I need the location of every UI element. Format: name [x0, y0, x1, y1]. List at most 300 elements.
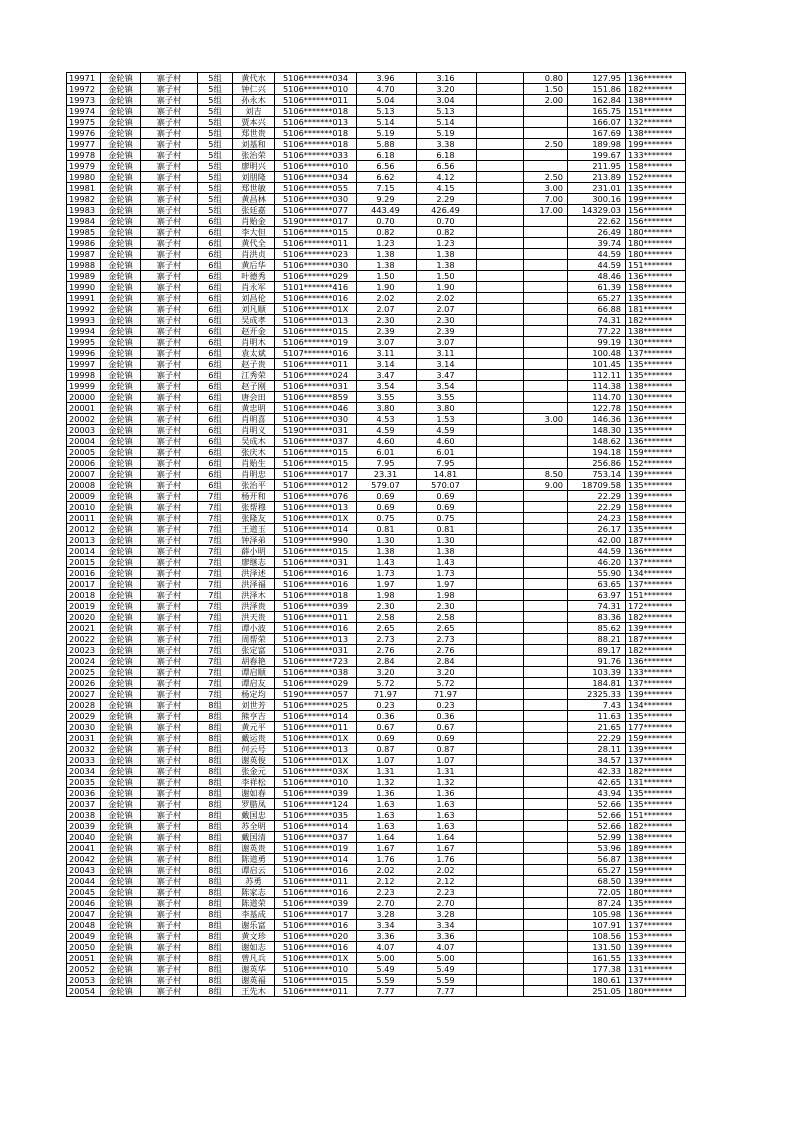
- amount-cell: 300.16: [568, 194, 626, 205]
- group-cell: 7组: [198, 524, 233, 535]
- village-cell: 寨子村: [141, 986, 198, 997]
- person-name-cell: 孙永木: [233, 95, 275, 106]
- area-b-cell: [477, 183, 524, 194]
- area-a-cell: 1.53: [417, 414, 477, 425]
- person-name-cell: 黄昌林: [233, 194, 275, 205]
- phone-number-cell: 130*******: [626, 392, 686, 403]
- group-cell: 5组: [198, 172, 233, 183]
- table-row: [67, 810, 686, 821]
- amount-cell: 74.31: [568, 315, 626, 326]
- group-cell: 8组: [198, 777, 233, 788]
- town-cell: 金轮镇: [101, 458, 141, 469]
- record-number-cell: 20054: [67, 986, 101, 997]
- village-cell: 寨子村: [141, 282, 198, 293]
- town-cell: 金轮镇: [101, 194, 141, 205]
- table-row: [67, 513, 686, 524]
- area-total-cell: 5.72: [357, 678, 417, 689]
- phone-number-cell: 137*******: [626, 348, 686, 359]
- area-a-cell: 1.43: [417, 557, 477, 568]
- record-number-cell: 19997: [67, 359, 101, 370]
- group-cell: 8组: [198, 865, 233, 876]
- area-b-cell: [477, 348, 524, 359]
- id-number-cell: 5106*******013: [275, 634, 357, 645]
- area-a-cell: 1.38: [417, 249, 477, 260]
- area-c-cell: [524, 161, 568, 172]
- id-number-cell: 5106*******124: [275, 799, 357, 810]
- area-a-cell: 3.04: [417, 95, 477, 106]
- area-b-cell: [477, 227, 524, 238]
- person-name-cell: 王先木: [233, 986, 275, 997]
- id-number-cell: 5106*******011: [275, 876, 357, 887]
- area-b-cell: [477, 865, 524, 876]
- table-row: [67, 84, 686, 95]
- amount-cell: 194.18: [568, 447, 626, 458]
- group-cell: 7组: [198, 513, 233, 524]
- village-cell: 寨子村: [141, 216, 198, 227]
- amount-cell: 114.38: [568, 381, 626, 392]
- area-total-cell: 5.04: [357, 95, 417, 106]
- id-number-cell: 5106*******010: [275, 964, 357, 975]
- area-c-cell: [524, 392, 568, 403]
- town-cell: 金轮镇: [101, 73, 141, 84]
- area-b-cell: [477, 458, 524, 469]
- amount-cell: 146.36: [568, 414, 626, 425]
- amount-cell: 101.45: [568, 359, 626, 370]
- area-b-cell: [477, 139, 524, 150]
- group-cell: 6组: [198, 293, 233, 304]
- id-number-cell: 5106*******013: [275, 117, 357, 128]
- table-row: [67, 293, 686, 304]
- town-cell: 金轮镇: [101, 656, 141, 667]
- village-cell: 寨子村: [141, 436, 198, 447]
- town-cell: 金轮镇: [101, 524, 141, 535]
- id-number-cell: 5106*******017: [275, 469, 357, 480]
- area-total-cell: 7.95: [357, 458, 417, 469]
- area-b-cell: [477, 942, 524, 953]
- amount-cell: 107.91: [568, 920, 626, 931]
- amount-cell: 91.76: [568, 656, 626, 667]
- town-cell: 金轮镇: [101, 370, 141, 381]
- record-number-cell: 20011: [67, 513, 101, 524]
- phone-number-cell: 139*******: [626, 689, 686, 700]
- id-number-cell: 5106*******018: [275, 106, 357, 117]
- village-cell: 寨子村: [141, 700, 198, 711]
- town-cell: 金轮镇: [101, 788, 141, 799]
- group-cell: 5组: [198, 95, 233, 106]
- person-name-cell: 刘凡顺: [233, 304, 275, 315]
- phone-number-cell: 182*******: [626, 612, 686, 623]
- village-cell: 寨子村: [141, 458, 198, 469]
- amount-cell: 18709.58: [568, 480, 626, 491]
- id-number-cell: 5106*******035: [275, 810, 357, 821]
- record-number-cell: 19999: [67, 381, 101, 392]
- id-number-cell: 5106*******015: [275, 447, 357, 458]
- area-total-cell: 3.36: [357, 931, 417, 942]
- record-number-cell: 20031: [67, 733, 101, 744]
- village-cell: 寨子村: [141, 403, 198, 414]
- area-a-cell: 4.60: [417, 436, 477, 447]
- group-cell: 5组: [198, 194, 233, 205]
- town-cell: 金轮镇: [101, 513, 141, 524]
- area-total-cell: 0.23: [357, 700, 417, 711]
- amount-cell: 112.11: [568, 370, 626, 381]
- amount-cell: 48.46: [568, 271, 626, 282]
- id-number-cell: 5106*******723: [275, 656, 357, 667]
- amount-cell: 77.22: [568, 326, 626, 337]
- town-cell: 金轮镇: [101, 678, 141, 689]
- phone-number-cell: 135*******: [626, 524, 686, 535]
- table-row: [67, 403, 686, 414]
- group-cell: 8组: [198, 854, 233, 865]
- phone-number-cell: 138*******: [626, 381, 686, 392]
- area-c-cell: [524, 612, 568, 623]
- area-c-cell: 1.50: [524, 84, 568, 95]
- area-b-cell: [477, 84, 524, 95]
- table-row: [67, 150, 686, 161]
- record-number-cell: 20049: [67, 931, 101, 942]
- area-c-cell: [524, 799, 568, 810]
- area-total-cell: 5.00: [357, 953, 417, 964]
- table-row: [67, 975, 686, 986]
- id-number-cell: 5106*******029: [275, 678, 357, 689]
- area-a-cell: 3.20: [417, 667, 477, 678]
- record-number-cell: 19977: [67, 139, 101, 150]
- phone-number-cell: 158*******: [626, 282, 686, 293]
- group-cell: 6组: [198, 381, 233, 392]
- group-cell: 6组: [198, 238, 233, 249]
- table-row: [67, 392, 686, 403]
- group-cell: 6组: [198, 447, 233, 458]
- amount-cell: 189.98: [568, 139, 626, 150]
- village-cell: 寨子村: [141, 733, 198, 744]
- area-a-cell: 3.47: [417, 370, 477, 381]
- table-row: [67, 788, 686, 799]
- area-c-cell: [524, 821, 568, 832]
- area-a-cell: 3.16: [417, 73, 477, 84]
- town-cell: 金轮镇: [101, 821, 141, 832]
- table-row: [67, 326, 686, 337]
- group-cell: 5组: [198, 161, 233, 172]
- amount-cell: 22.29: [568, 491, 626, 502]
- area-c-cell: [524, 348, 568, 359]
- town-cell: 金轮镇: [101, 480, 141, 491]
- record-number-cell: 20022: [67, 634, 101, 645]
- id-number-cell: 5106*******055: [275, 183, 357, 194]
- table-row: [67, 766, 686, 777]
- area-a-cell: 5.00: [417, 953, 477, 964]
- area-total-cell: 1.30: [357, 535, 417, 546]
- area-total-cell: 4.59: [357, 425, 417, 436]
- group-cell: 8组: [198, 733, 233, 744]
- area-b-cell: [477, 579, 524, 590]
- area-b-cell: [477, 535, 524, 546]
- record-number-cell: 20012: [67, 524, 101, 535]
- village-cell: 寨子村: [141, 425, 198, 436]
- town-cell: 金轮镇: [101, 601, 141, 612]
- person-name-cell: 谭启友: [233, 678, 275, 689]
- person-name-cell: 黄元平: [233, 722, 275, 733]
- record-number-cell: 20035: [67, 777, 101, 788]
- area-total-cell: 1.38: [357, 260, 417, 271]
- table-row: [67, 370, 686, 381]
- village-cell: 寨子村: [141, 469, 198, 480]
- area-total-cell: 3.55: [357, 392, 417, 403]
- table-row: [67, 282, 686, 293]
- area-b-cell: [477, 788, 524, 799]
- area-total-cell: 1.43: [357, 557, 417, 568]
- person-name-cell: 张廷嘉: [233, 205, 275, 216]
- group-cell: 7组: [198, 678, 233, 689]
- phone-number-cell: 158*******: [626, 161, 686, 172]
- area-b-cell: [477, 249, 524, 260]
- town-cell: 金轮镇: [101, 876, 141, 887]
- town-cell: 金轮镇: [101, 172, 141, 183]
- table-row: [67, 491, 686, 502]
- area-a-cell: 2.58: [417, 612, 477, 623]
- group-cell: 5组: [198, 150, 233, 161]
- amount-cell: 52.66: [568, 821, 626, 832]
- id-number-cell: 5106*******016: [275, 623, 357, 634]
- phone-number-cell: 137*******: [626, 557, 686, 568]
- area-total-cell: 1.67: [357, 843, 417, 854]
- table-row: [67, 612, 686, 623]
- record-number-cell: 20023: [67, 645, 101, 656]
- area-b-cell: [477, 271, 524, 282]
- area-a-cell: 2.30: [417, 315, 477, 326]
- id-number-cell: 5106*******034: [275, 172, 357, 183]
- area-c-cell: 2.50: [524, 172, 568, 183]
- record-number-cell: 19989: [67, 271, 101, 282]
- group-cell: 6组: [198, 282, 233, 293]
- area-c-cell: [524, 711, 568, 722]
- phone-number-cell: 138*******: [626, 854, 686, 865]
- area-a-cell: 1.07: [417, 755, 477, 766]
- group-cell: 6组: [198, 469, 233, 480]
- amount-cell: 108.56: [568, 931, 626, 942]
- person-name-cell: 周帮荣: [233, 634, 275, 645]
- village-cell: 寨子村: [141, 810, 198, 821]
- phone-number-cell: 136*******: [626, 436, 686, 447]
- amount-cell: 161.55: [568, 953, 626, 964]
- person-name-cell: 肖明木: [233, 337, 275, 348]
- group-cell: 5组: [198, 117, 233, 128]
- group-cell: 8组: [198, 766, 233, 777]
- area-total-cell: 6.01: [357, 447, 417, 458]
- record-number-cell: 19991: [67, 293, 101, 304]
- town-cell: 金轮镇: [101, 645, 141, 656]
- id-number-cell: 5106*******025: [275, 700, 357, 711]
- table-row: [67, 524, 686, 535]
- area-a-cell: 0.69: [417, 502, 477, 513]
- area-b-cell: [477, 810, 524, 821]
- person-name-cell: 黄代水: [233, 73, 275, 84]
- person-name-cell: 洪泽福: [233, 579, 275, 590]
- id-number-cell: 5106*******019: [275, 843, 357, 854]
- record-number-cell: 20013: [67, 535, 101, 546]
- person-name-cell: 谭启顺: [233, 667, 275, 678]
- area-total-cell: 5.14: [357, 117, 417, 128]
- id-number-cell: 5106*******015: [275, 546, 357, 557]
- area-total-cell: 2.02: [357, 865, 417, 876]
- record-number-cell: 20032: [67, 744, 101, 755]
- village-cell: 寨子村: [141, 194, 198, 205]
- person-name-cell: 熊亨吉: [233, 711, 275, 722]
- id-number-cell: 5106*******013: [275, 502, 357, 513]
- group-cell: 5组: [198, 106, 233, 117]
- person-name-cell: 黄文珍: [233, 931, 275, 942]
- village-cell: 寨子村: [141, 84, 198, 95]
- id-number-cell: 5106*******037: [275, 436, 357, 447]
- village-cell: 寨子村: [141, 744, 198, 755]
- area-total-cell: 5.88: [357, 139, 417, 150]
- id-number-cell: 5106*******015: [275, 458, 357, 469]
- table-row: [67, 722, 686, 733]
- village-cell: 寨子村: [141, 777, 198, 788]
- amount-cell: 39.74: [568, 238, 626, 249]
- record-number-cell: 19996: [67, 348, 101, 359]
- amount-cell: 44.59: [568, 260, 626, 271]
- area-total-cell: 1.97: [357, 579, 417, 590]
- area-a-cell: 1.63: [417, 799, 477, 810]
- group-cell: 7组: [198, 546, 233, 557]
- area-total-cell: 2.30: [357, 315, 417, 326]
- village-cell: 寨子村: [141, 799, 198, 810]
- town-cell: 金轮镇: [101, 359, 141, 370]
- area-b-cell: [477, 733, 524, 744]
- village-cell: 寨子村: [141, 887, 198, 898]
- record-number-cell: 20008: [67, 480, 101, 491]
- person-name-cell: 肖贻金: [233, 216, 275, 227]
- area-c-cell: [524, 557, 568, 568]
- town-cell: 金轮镇: [101, 161, 141, 172]
- area-b-cell: [477, 744, 524, 755]
- area-total-cell: 3.28: [357, 909, 417, 920]
- area-a-cell: 5.59: [417, 975, 477, 986]
- area-c-cell: [524, 238, 568, 249]
- village-cell: 寨子村: [141, 645, 198, 656]
- area-total-cell: 3.47: [357, 370, 417, 381]
- town-cell: 金轮镇: [101, 491, 141, 502]
- table-row: [67, 667, 686, 678]
- area-total-cell: 1.63: [357, 799, 417, 810]
- area-a-cell: 1.23: [417, 238, 477, 249]
- phone-number-cell: 137*******: [626, 579, 686, 590]
- area-total-cell: 5.13: [357, 106, 417, 117]
- record-number-cell: 20053: [67, 975, 101, 986]
- id-number-cell: 5106*******018: [275, 139, 357, 150]
- id-number-cell: 5106*******013: [275, 744, 357, 755]
- amount-cell: 148.30: [568, 425, 626, 436]
- area-total-cell: 3.11: [357, 348, 417, 359]
- phone-number-cell: 138*******: [626, 326, 686, 337]
- area-total-cell: 0.69: [357, 502, 417, 513]
- record-number-cell: 19983: [67, 205, 101, 216]
- id-number-cell: 5106*******01X: [275, 733, 357, 744]
- area-total-cell: 6.62: [357, 172, 417, 183]
- area-b-cell: [477, 689, 524, 700]
- area-b-cell: [477, 678, 524, 689]
- area-c-cell: [524, 150, 568, 161]
- phone-number-cell: 151*******: [626, 590, 686, 601]
- person-name-cell: 袁太斌: [233, 348, 275, 359]
- table-row: [67, 183, 686, 194]
- area-a-cell: 426.49: [417, 205, 477, 216]
- table-row: [67, 942, 686, 953]
- phone-number-cell: 136*******: [626, 546, 686, 557]
- area-c-cell: [524, 106, 568, 117]
- record-number-cell: 20016: [67, 568, 101, 579]
- area-c-cell: [524, 876, 568, 887]
- village-cell: 寨子村: [141, 942, 198, 953]
- record-number-cell: 20039: [67, 821, 101, 832]
- person-name-cell: 谭小波: [233, 623, 275, 634]
- record-number-cell: 20005: [67, 447, 101, 458]
- village-cell: 寨子村: [141, 392, 198, 403]
- group-cell: 8组: [198, 986, 233, 997]
- area-b-cell: [477, 645, 524, 656]
- area-b-cell: [477, 766, 524, 777]
- amount-cell: 256.86: [568, 458, 626, 469]
- amount-cell: 251.05: [568, 986, 626, 997]
- town-cell: 金轮镇: [101, 810, 141, 821]
- table-row: [67, 73, 686, 84]
- village-cell: 寨子村: [141, 612, 198, 623]
- record-number-cell: 19980: [67, 172, 101, 183]
- area-b-cell: [477, 117, 524, 128]
- amount-cell: 72.05: [568, 887, 626, 898]
- phone-number-cell: 151*******: [626, 810, 686, 821]
- table-row: [67, 843, 686, 854]
- town-cell: 金轮镇: [101, 920, 141, 931]
- area-c-cell: [524, 689, 568, 700]
- table-row: [67, 733, 686, 744]
- town-cell: 金轮镇: [101, 205, 141, 216]
- area-c-cell: [524, 425, 568, 436]
- group-cell: 8组: [198, 799, 233, 810]
- town-cell: 金轮镇: [101, 128, 141, 139]
- table-row: [67, 898, 686, 909]
- area-c-cell: [524, 601, 568, 612]
- record-number-cell: 20045: [67, 887, 101, 898]
- phone-number-cell: 135*******: [626, 370, 686, 381]
- id-number-cell: 5106*******031: [275, 557, 357, 568]
- phone-number-cell: 180*******: [626, 238, 686, 249]
- phone-number-cell: 159*******: [626, 865, 686, 876]
- amount-cell: 231.01: [568, 183, 626, 194]
- amount-cell: 46.20: [568, 557, 626, 568]
- town-cell: 金轮镇: [101, 909, 141, 920]
- village-cell: 寨子村: [141, 271, 198, 282]
- table-row: [67, 469, 686, 480]
- amount-cell: 83.36: [568, 612, 626, 623]
- amount-cell: 7.43: [568, 700, 626, 711]
- group-cell: 6组: [198, 403, 233, 414]
- amount-cell: 22.62: [568, 216, 626, 227]
- person-name-cell: 贾本兴: [233, 117, 275, 128]
- area-b-cell: [477, 106, 524, 117]
- town-cell: 金轮镇: [101, 227, 141, 238]
- group-cell: 7组: [198, 491, 233, 502]
- table-row: [67, 876, 686, 887]
- amount-cell: 89.17: [568, 645, 626, 656]
- group-cell: 8组: [198, 821, 233, 832]
- id-number-cell: 5106*******076: [275, 491, 357, 502]
- phone-number-cell: 139*******: [626, 876, 686, 887]
- amount-cell: 151.86: [568, 84, 626, 95]
- area-b-cell: [477, 964, 524, 975]
- town-cell: 金轮镇: [101, 898, 141, 909]
- person-name-cell: 吴成木: [233, 436, 275, 447]
